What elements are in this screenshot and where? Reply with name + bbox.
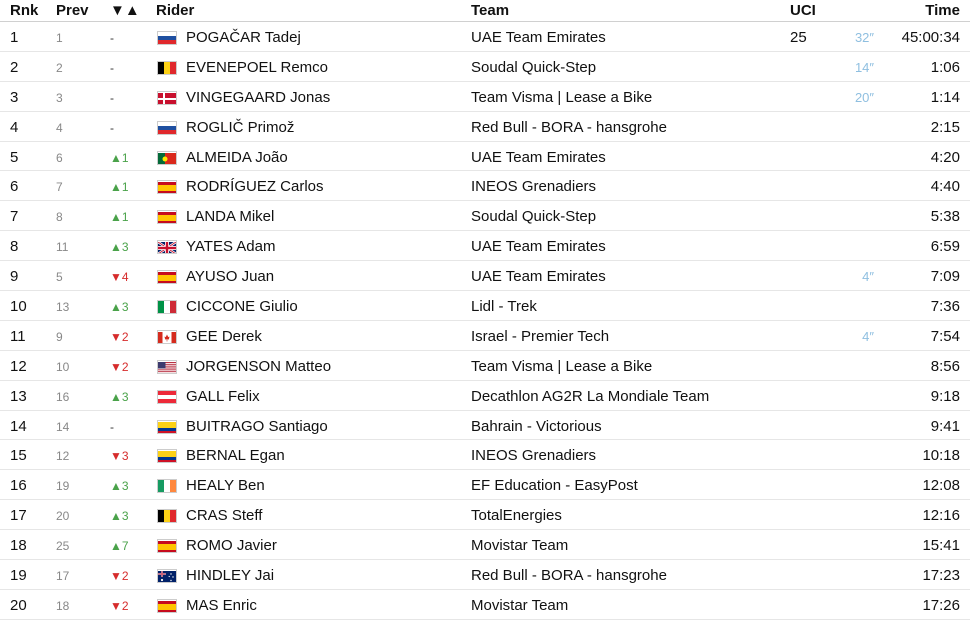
previous-rank-cell: 16 — [56, 389, 70, 404]
column-header-team[interactable]: Team — [471, 2, 510, 19]
rank-change-cell: ▼2 — [110, 598, 129, 613]
time-gap-cell: 4:40 — [930, 178, 960, 196]
previous-rank-cell: 2 — [56, 60, 63, 75]
time-gap-cell: 7:09 — [930, 268, 960, 286]
previous-rank-cell: 17 — [56, 569, 70, 584]
table-row — [0, 52, 970, 82]
time-gap-cell: 9:41 — [930, 417, 960, 435]
rank-cell: 12 — [10, 357, 27, 375]
team-name-link[interactable]: Decathlon AG2R La Mondiale Team — [471, 387, 710, 405]
colombia-flag — [157, 449, 177, 463]
team-name-link[interactable]: TotalEnergies — [471, 507, 562, 525]
rank-change-cell: ▼4 — [110, 270, 129, 285]
time-gap-cell: 2:15 — [930, 118, 960, 136]
rank-change-cell: ▼2 — [110, 569, 129, 584]
time-gap-cell: 17:26 — [922, 596, 960, 614]
spain-flag — [157, 270, 177, 284]
spain-flag — [157, 599, 177, 613]
rank-change-cell: ▲3 — [110, 300, 129, 315]
column-header-time[interactable]: Time — [925, 2, 960, 19]
rider-name-link[interactable]: ROMO Javier — [186, 537, 277, 555]
previous-rank-cell: 10 — [56, 359, 70, 374]
table-row — [0, 112, 970, 142]
time-gap-cell: 45:00:34 — [901, 29, 960, 46]
time-gap-cell: 17:23 — [922, 567, 960, 585]
rank-cell: 3 — [10, 88, 19, 106]
column-header-uci[interactable]: UCI — [790, 2, 816, 19]
previous-rank-cell: 18 — [56, 598, 70, 613]
ireland-flag — [157, 479, 177, 493]
rank-change-cell: ▼2 — [110, 359, 129, 374]
rider-name-link[interactable]: YATES Adam — [186, 238, 276, 256]
uk-flag — [157, 240, 177, 254]
rider-name-link[interactable]: LANDA Mikel — [186, 208, 275, 226]
rider-name-link[interactable]: ROGLIČ Primož — [186, 118, 295, 136]
table-row — [0, 351, 970, 381]
previous-rank-cell: 20 — [56, 509, 70, 524]
table-row — [0, 142, 970, 172]
rank-cell: 18 — [10, 537, 27, 555]
rider-name-link[interactable]: MAS Enric — [186, 596, 257, 614]
time-gap-cell: 6:59 — [930, 238, 960, 256]
time-gap-cell: 15:41 — [922, 537, 960, 555]
table-row — [0, 22, 970, 52]
belgium-flag — [157, 509, 177, 523]
table-row — [0, 500, 970, 530]
team-name-link[interactable]: Movistar Team — [471, 596, 569, 614]
column-header-previous[interactable]: Prev — [56, 2, 89, 19]
rank-change-cell: ▲1 — [110, 210, 129, 225]
rank-change-cell: ▲3 — [110, 240, 129, 255]
team-name-link[interactable]: Lidl - Trek — [471, 298, 537, 316]
time-gap-cell: 10:18 — [922, 447, 960, 465]
spain-flag — [157, 539, 177, 553]
spain-flag — [157, 210, 177, 224]
rider-name-link[interactable]: POGAČAR Tadej — [186, 29, 301, 46]
time-gap-cell: 5:38 — [930, 208, 960, 226]
time-gap-cell: 12:08 — [922, 477, 960, 495]
rank-cell: 2 — [10, 58, 19, 76]
rank-cell: 9 — [10, 268, 19, 286]
slovenia-flag — [157, 121, 177, 135]
rank-change-cell: ▲1 — [110, 150, 129, 165]
previous-rank-cell: 12 — [56, 449, 70, 464]
rank-change-cell: - — [110, 60, 114, 75]
table-row — [0, 440, 970, 470]
rank-cell: 4 — [10, 118, 19, 136]
denmark-flag — [157, 91, 177, 105]
colombia-flag — [157, 420, 177, 434]
team-name-link[interactable]: Soudal Quick-Step — [471, 208, 597, 226]
rider-name-link[interactable]: AYUSO Juan — [186, 268, 275, 286]
team-name-link[interactable]: Red Bull - BORA - hansgrohe — [471, 118, 667, 136]
rider-name-link[interactable]: HINDLEY Jai — [186, 567, 275, 585]
rider-name-link[interactable]: RODRÍGUEZ Carlos — [186, 178, 324, 196]
rank-change-cell: ▼2 — [110, 329, 129, 344]
rider-name-link[interactable]: GEE Derek — [186, 327, 262, 345]
team-name-link[interactable]: INEOS Grenadiers — [471, 178, 597, 196]
previous-rank-cell: 19 — [56, 479, 70, 494]
rank-cell: 8 — [10, 238, 19, 256]
bonus-seconds-cell: 20″ — [854, 89, 874, 105]
rank-cell: 6 — [10, 178, 19, 196]
team-name-link[interactable]: EF Education - EasyPost — [471, 477, 638, 495]
table-body — [0, 22, 970, 620]
rider-name-link[interactable]: CICCONE Giulio — [186, 298, 298, 316]
bonus-seconds-cell: 14″ — [854, 59, 874, 75]
time-gap-cell: 1:14 — [930, 88, 960, 106]
rider-name-link[interactable]: GALL Felix — [186, 387, 260, 405]
canada-flag — [157, 330, 177, 344]
bonus-seconds-cell: 32″ — [854, 30, 874, 45]
table-row — [0, 411, 970, 441]
team-name-link[interactable]: Bahrain - Victorious — [471, 417, 602, 435]
table-header — [0, 0, 970, 22]
rider-name-link[interactable]: EVENEPOEL Remco — [186, 58, 328, 76]
team-name-link[interactable]: Team Visma | Lease a Bike — [471, 88, 653, 106]
team-name-link[interactable]: UAE Team Emirates — [471, 268, 606, 286]
rank-cell: 11 — [10, 327, 26, 345]
rider-name-link[interactable]: HEALY Ben — [186, 477, 265, 495]
rank-change-cell: - — [110, 419, 114, 434]
team-name-link[interactable]: Soudal Quick-Step — [471, 58, 597, 76]
rider-name-link[interactable]: ALMEIDA João — [186, 148, 288, 166]
rank-change-cell: ▲3 — [110, 509, 129, 524]
rank-change-cell: - — [110, 31, 114, 45]
rank-change-cell: ▲1 — [110, 180, 129, 195]
spain-flag — [157, 180, 177, 194]
rank-cell: 13 — [10, 387, 27, 405]
table-row — [0, 82, 970, 112]
rank-change-cell: ▼3 — [110, 449, 129, 464]
previous-rank-cell: 7 — [56, 180, 63, 195]
previous-rank-cell: 14 — [56, 419, 70, 434]
column-header-change[interactable]: ▼▲ — [110, 2, 140, 19]
rider-name-link[interactable]: VINGEGAARD Jonas — [186, 88, 331, 106]
rank-cell: 19 — [10, 567, 27, 585]
time-gap-cell: 4:20 — [930, 148, 960, 166]
table-row — [0, 381, 970, 411]
team-name-link[interactable]: UAE Team Emirates — [471, 29, 606, 46]
rank-cell: 1 — [10, 29, 19, 46]
previous-rank-cell: 25 — [56, 539, 70, 554]
column-header-rider[interactable]: Rider — [156, 2, 195, 19]
rank-change-cell: - — [110, 90, 114, 105]
team-name-link[interactable]: INEOS Grenadiers — [471, 447, 597, 465]
rider-name-link[interactable]: JORGENSON Matteo — [186, 357, 332, 375]
column-header-rank[interactable]: Rnk — [10, 2, 39, 19]
usa-flag — [157, 360, 177, 374]
rank-cell: 20 — [10, 596, 27, 614]
time-gap-cell: 1:06 — [930, 58, 960, 76]
table-row — [0, 470, 970, 500]
time-gap-cell: 8:56 — [930, 357, 960, 375]
previous-rank-cell: 4 — [56, 120, 63, 135]
bonus-seconds-cell: 4″ — [862, 328, 874, 344]
team-name-link[interactable]: Movistar Team — [471, 537, 569, 555]
team-name-link[interactable]: Israel - Premier Tech — [471, 327, 610, 345]
team-name-link[interactable]: UAE Team Emirates — [471, 238, 606, 256]
rank-change-cell: ▲7 — [110, 539, 129, 554]
rank-cell: 16 — [10, 477, 27, 495]
table-row — [0, 530, 970, 560]
table-row — [0, 201, 970, 231]
previous-rank-cell: 8 — [56, 210, 63, 225]
table-row — [0, 261, 970, 291]
rider-name-link[interactable]: BERNAL Egan — [186, 447, 285, 465]
previous-rank-cell: 13 — [56, 300, 70, 315]
previous-rank-cell: 1 — [56, 31, 63, 45]
previous-rank-cell: 11 — [56, 240, 69, 255]
table-row — [0, 590, 970, 620]
time-gap-cell: 12:16 — [922, 507, 960, 525]
table-row — [0, 231, 970, 261]
rank-cell: 10 — [10, 298, 27, 316]
rank-change-cell: ▲3 — [110, 389, 129, 404]
previous-rank-cell: 6 — [56, 150, 63, 165]
austria-flag — [157, 390, 177, 404]
rank-cell: 17 — [10, 507, 27, 525]
australia-flag — [157, 569, 177, 583]
table-row — [0, 560, 970, 590]
belgium-flag — [157, 61, 177, 75]
portugal-flag — [157, 151, 177, 165]
rider-name-link[interactable]: CRAS Steff — [186, 507, 263, 525]
uci-points-cell: 25 — [790, 29, 807, 46]
previous-rank-cell: 3 — [56, 90, 63, 105]
rank-cell: 15 — [10, 447, 27, 465]
rank-cell: 5 — [10, 148, 19, 166]
team-name-link[interactable]: Red Bull - BORA - hansgrohe — [471, 567, 667, 585]
team-name-link[interactable]: UAE Team Emirates — [471, 148, 606, 166]
time-gap-cell: 7:36 — [930, 298, 960, 316]
table-row — [0, 321, 970, 351]
rank-change-cell: ▲3 — [110, 479, 129, 494]
rank-change-cell: - — [110, 120, 114, 135]
slovenia-flag — [157, 31, 177, 45]
rank-cell: 14 — [10, 417, 27, 435]
team-name-link[interactable]: Team Visma | Lease a Bike — [471, 357, 653, 375]
bonus-seconds-cell: 4″ — [862, 269, 874, 285]
italy-flag — [157, 300, 177, 314]
table-row — [0, 291, 970, 321]
table-row — [0, 171, 970, 201]
previous-rank-cell: 5 — [56, 270, 63, 285]
time-gap-cell: 7:54 — [930, 327, 960, 345]
rider-name-link[interactable]: BUITRAGO Santiago — [186, 417, 328, 435]
previous-rank-cell: 9 — [56, 329, 63, 344]
rank-cell: 7 — [10, 208, 19, 226]
time-gap-cell: 9:18 — [930, 387, 960, 405]
